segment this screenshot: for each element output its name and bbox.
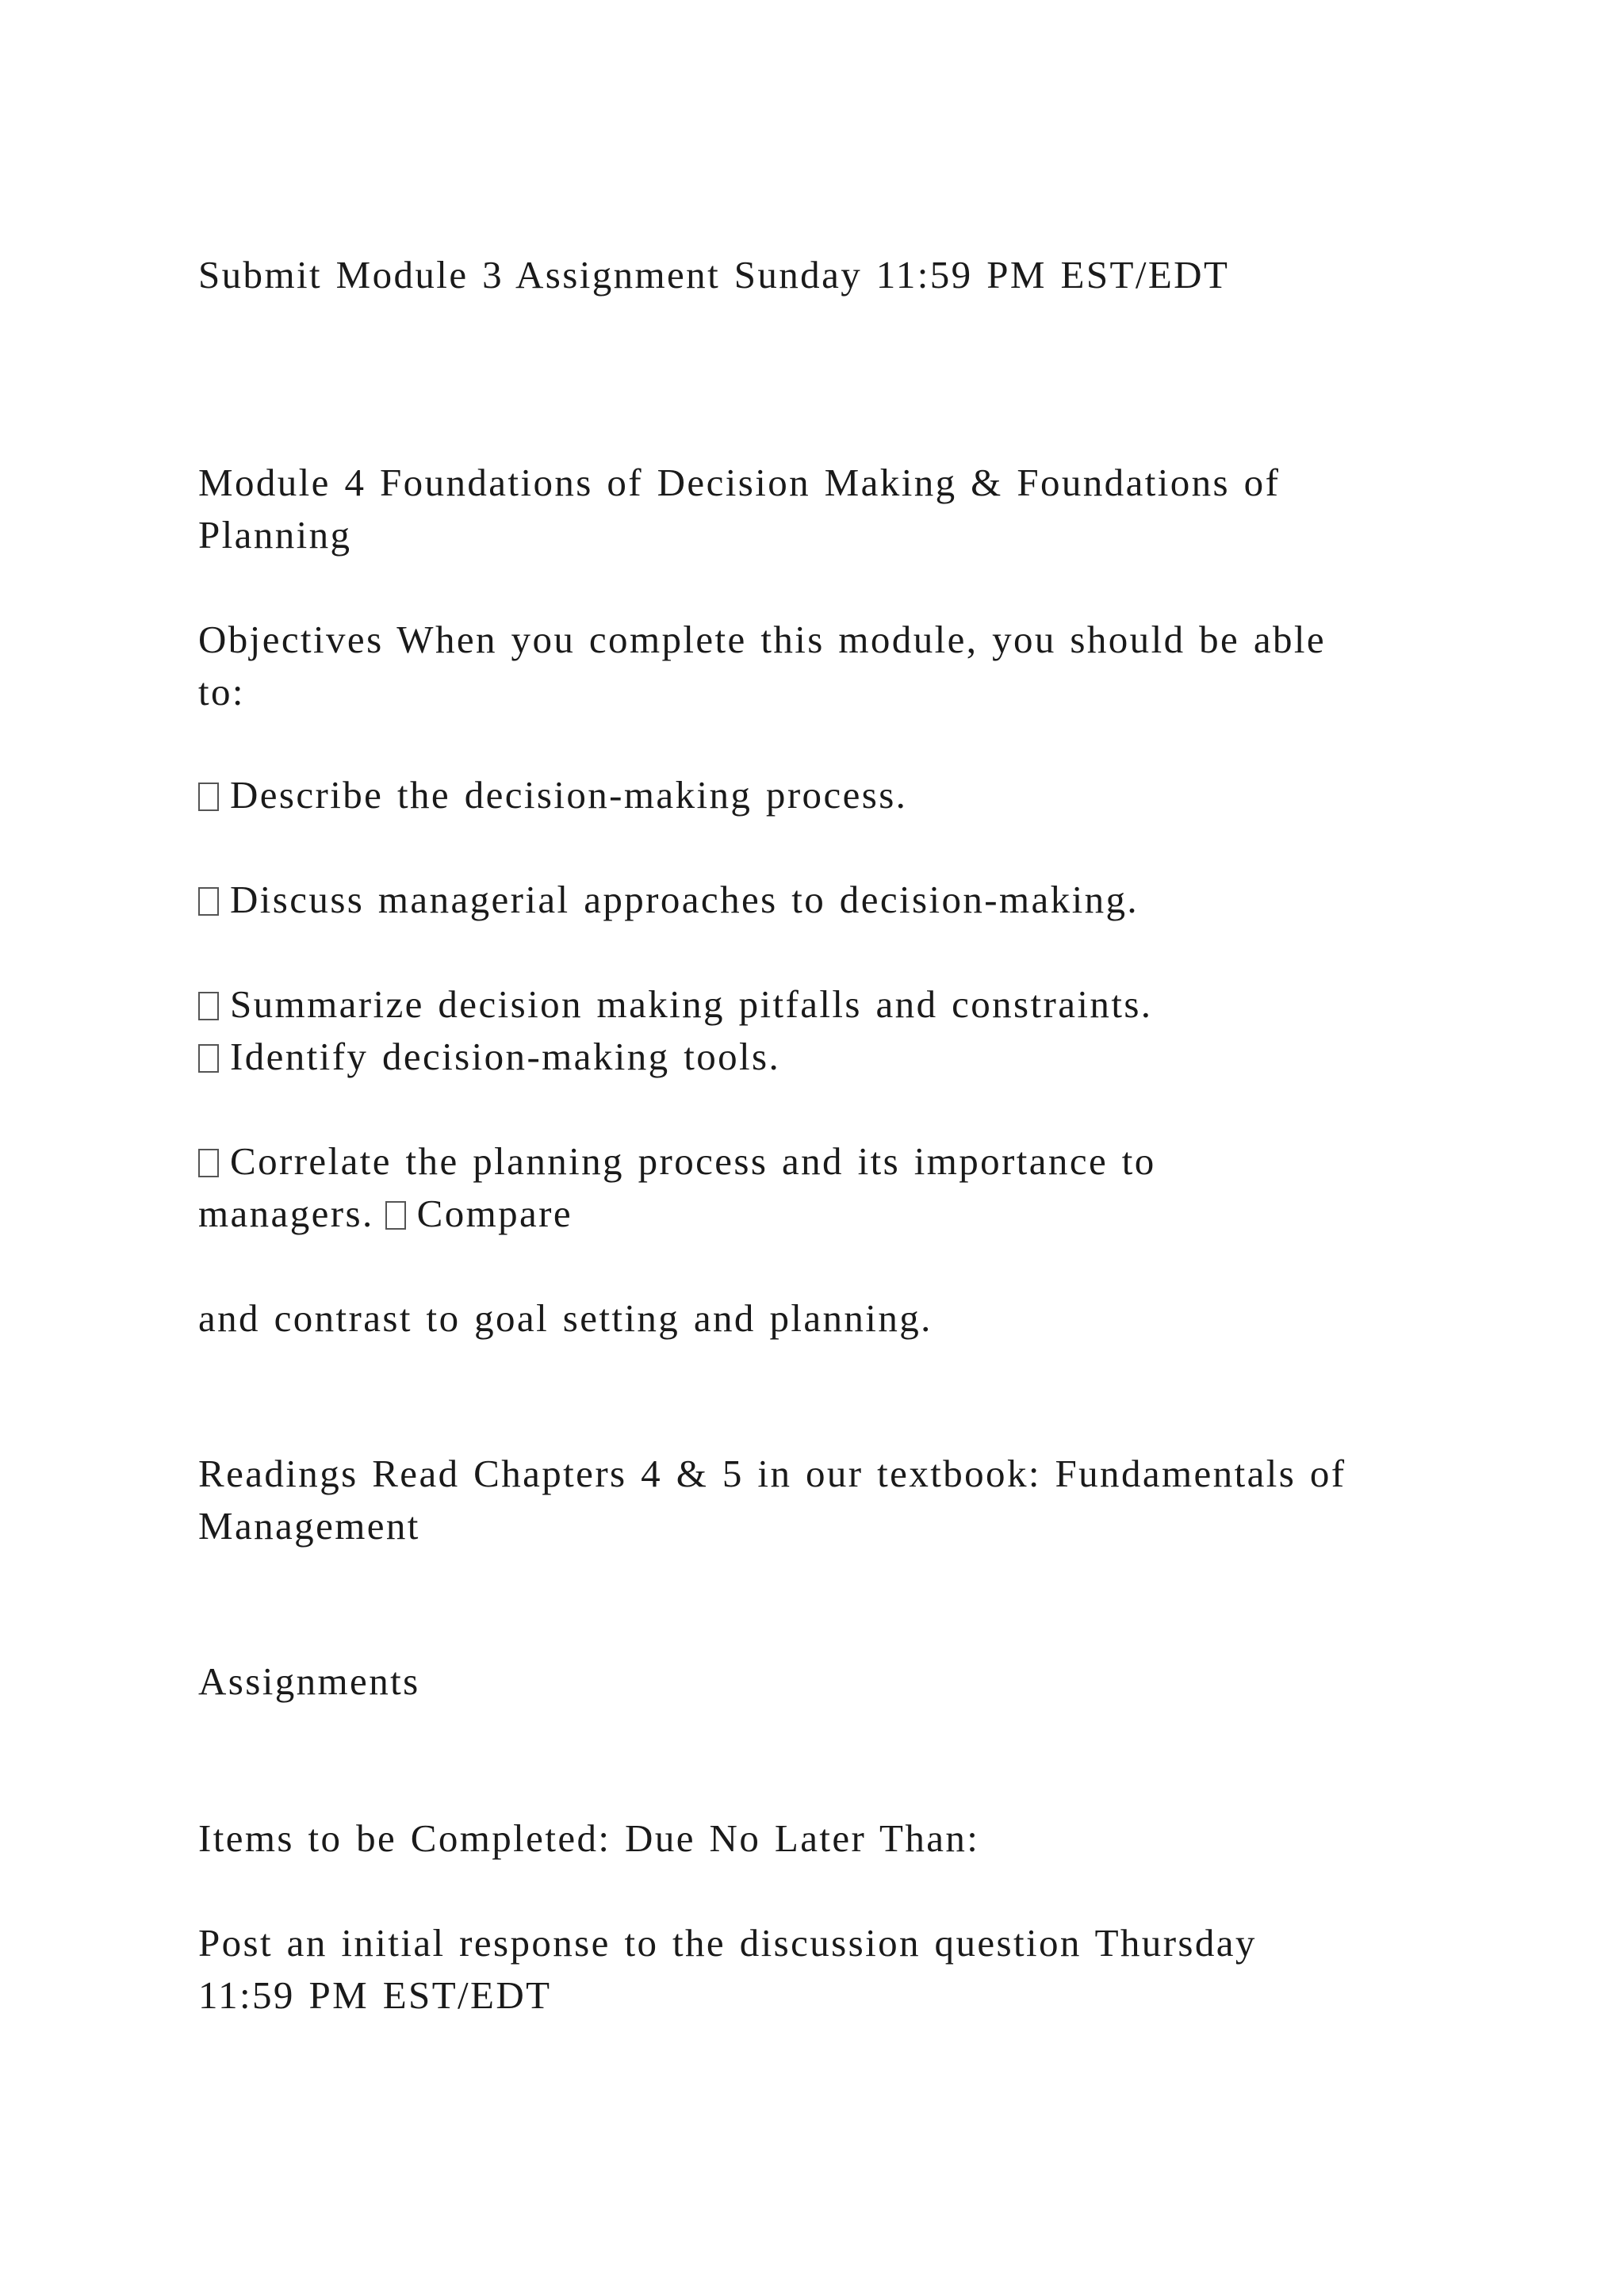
objective-item: [198, 874, 1139, 926]
objectives-line-2: to:: [198, 670, 245, 714]
objective-item-text: Describe the decision-making process.: [230, 773, 908, 817]
objective-item-text: Discuss managerial approaches to decision-making.: [230, 878, 1139, 921]
objective-item: [198, 978, 1152, 1031]
objectives-line-1: Objectives When you complete this module, you should be able: [198, 618, 1327, 661]
objective-item: [198, 1031, 780, 1083]
objective-item-continuation: [198, 1188, 573, 1240]
objective-cont-text: managers.: [198, 1192, 374, 1235]
missing-glyph-icon: [198, 783, 219, 811]
objective-item: [198, 769, 907, 821]
objective-item: [198, 1135, 1156, 1188]
submit-deadline-line: Submit Module 3 Assignment Sunday 11:59 PM EST/EDT: [198, 253, 1230, 297]
assignments-heading: Assignments: [198, 1659, 420, 1703]
missing-glyph-icon: [198, 1149, 219, 1177]
objective-item-continuation: and contrast to goal setting and planning.: [198, 1296, 933, 1340]
post-response-line-1: Post an initial response to the discussion question Thursday: [198, 1921, 1257, 1965]
missing-glyph-icon: [385, 1201, 406, 1230]
objective-item-text: Summarize decision making pitfalls and constraints.: [230, 982, 1153, 1026]
module-title-line-1: Module 4 Foundations of Decision Making & Foundations of: [198, 461, 1281, 504]
objective-item-text: Correlate the planning process and its importance to: [230, 1139, 1156, 1183]
objective-cont-text: Compare: [416, 1192, 573, 1235]
readings-line-2: Management: [198, 1504, 420, 1548]
items-header: Items to be Completed: Due No Later Than:: [198, 1816, 980, 1860]
readings-line-1: Readings Read Chapters 4 & 5 in our textbook: Fundamentals of: [198, 1452, 1346, 1495]
missing-glyph-icon: [198, 887, 219, 916]
missing-glyph-icon: [198, 1044, 219, 1073]
module-title-line-2: Planning: [198, 513, 352, 557]
objective-item-text: Identify decision-making tools.: [230, 1035, 781, 1078]
missing-glyph-icon: [198, 992, 219, 1020]
post-response-line-2: 11:59 PM EST/EDT: [198, 1973, 552, 2017]
